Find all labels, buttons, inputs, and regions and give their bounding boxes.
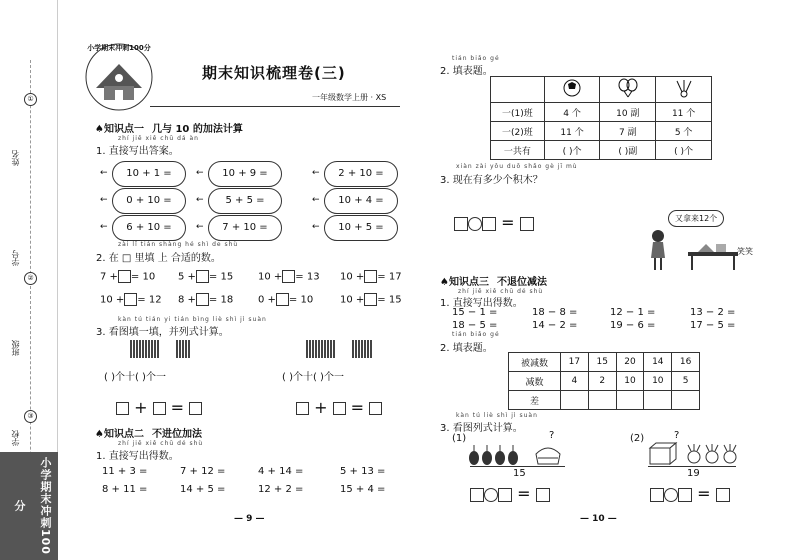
answer-box[interactable] <box>369 402 382 415</box>
answer-box[interactable] <box>196 270 209 283</box>
question-3-text: 3. 看图填一填，并列式计算。 <box>96 327 229 338</box>
answer-box[interactable] <box>116 402 129 415</box>
table-row: 一(1)班 4 个 10 副 11 个 <box>491 103 712 122</box>
pinyin: tián biǎo gé <box>452 331 500 338</box>
cloud-exercise: 10 + 5 = <box>324 215 398 241</box>
supplies-table <box>490 76 712 160</box>
page-number: — 10 — <box>580 514 617 524</box>
fill-exercise: 5 + = 15 <box>178 271 234 283</box>
place-value-fill: ( )个十( )个一 <box>282 372 344 383</box>
answer-box[interactable] <box>364 270 377 283</box>
answer-box[interactable] <box>153 402 166 415</box>
title-rule <box>150 106 400 107</box>
school-label: 学校 <box>11 430 20 446</box>
knowledge-point-1: ♠知识点一 几与 10 的加法计算 <box>95 124 243 135</box>
table-header <box>600 77 656 103</box>
knowledge-point-3: ♠知识点三 不退位减法 <box>440 277 547 288</box>
pineapple-icon <box>468 442 568 466</box>
cloud-exercise: 10 + 1 = <box>112 161 186 187</box>
exercise: 18 − 5 = <box>452 320 498 331</box>
cloud-exercise: 2 + 10 = <box>324 161 398 187</box>
fill-exercise: 8 + = 18 <box>178 294 234 306</box>
sticks-picture-2 <box>306 340 373 362</box>
total-label: 19 <box>687 468 700 479</box>
answer-box[interactable] <box>276 293 289 306</box>
ball-icon <box>561 78 583 98</box>
answer-box[interactable] <box>520 217 534 231</box>
sticks-picture-1 <box>130 340 191 362</box>
exercise: 14 − 2 = <box>532 320 578 331</box>
cloud-exercise: 7 + 10 = <box>208 215 282 241</box>
fill-exercise: 10 + = 13 <box>258 271 320 283</box>
logo-text: 小学期末冲刺100分 <box>87 44 151 52</box>
cloud-exercise: 10 + 9 = <box>208 161 282 187</box>
equation-boxes: + = <box>296 398 382 417</box>
pinyin: zhí jiē xiě chū dé shù <box>118 440 204 447</box>
answer-box[interactable] <box>189 402 202 415</box>
pinyin: tián biǎo gé <box>452 55 500 62</box>
operator-circle[interactable] <box>468 217 482 231</box>
answer-box[interactable] <box>296 402 309 415</box>
grade-subtitle: 一年级数学上册 · XS <box>312 93 387 102</box>
question-4-text: 1. 直接写出得数。 <box>96 451 179 462</box>
cake-box-icon <box>646 440 738 466</box>
answer-box[interactable] <box>650 488 664 502</box>
brace-line <box>648 466 736 467</box>
table-row: 减数 4 2 10 10 5 <box>509 372 700 391</box>
table-row: 一(2)班 11 个 7 副 5 个 <box>491 122 712 141</box>
exercise: 15 + 4 = <box>340 484 386 495</box>
binding-hole: ② <box>24 272 37 285</box>
series-banner: 小学期末冲刺100分 <box>0 452 58 560</box>
question-1-text: 1. 直接写出答案。 <box>96 146 179 157</box>
answer-equation: = <box>650 484 730 503</box>
exercise: 4 + 14 = <box>258 466 304 477</box>
question-text: 3. 看图列式计算。 <box>440 423 523 434</box>
knowledge-point-2: ♠知识点二 不进位加法 <box>95 429 202 440</box>
fill-exercise: 10 + = 12 <box>100 294 162 306</box>
subtraction-table <box>508 352 700 410</box>
answer-box[interactable] <box>118 270 131 283</box>
table-row: 被减数 17 15 20 14 16 <box>509 353 700 372</box>
exercise: 5 + 13 = <box>340 466 386 477</box>
exercise: 11 + 3 = <box>102 466 148 477</box>
exercise: 8 + 11 = <box>102 484 148 495</box>
cloud-exercise: 10 + 4 = <box>324 188 398 214</box>
fill-exercise: 7 + = 10 <box>100 271 156 283</box>
exercise: 17 − 5 = <box>690 320 736 331</box>
pinyin: zhí jiē xiě chū dé shù <box>458 288 544 295</box>
answer-box[interactable] <box>124 293 137 306</box>
answer-box[interactable] <box>470 488 484 502</box>
exercise: 15 − 1 = <box>452 307 498 318</box>
fill-exercise: 10 + = 17 <box>340 271 402 283</box>
problem-2-label: (2) <box>630 433 645 444</box>
number-label: 学号 <box>11 250 20 266</box>
answer-box[interactable] <box>482 217 496 231</box>
question-2-text: 2. 在 □ 里填 上 合适的数。 <box>96 253 221 264</box>
answer-equation: = <box>470 484 550 503</box>
binding-hole: ① <box>24 93 37 106</box>
operator-circle[interactable] <box>484 488 498 502</box>
fill-exercise: 10 + = 15 <box>340 294 402 306</box>
pinyin: kàn tú tián yi tián bìng liè shì jì suàn <box>118 316 267 323</box>
answer-box[interactable] <box>364 293 377 306</box>
table-row: 一共有 ( )个 ( )副 ( )个 <box>491 141 712 160</box>
girl-picture <box>648 228 748 278</box>
cloud-exercise: 0 + 10 = <box>112 188 186 214</box>
answer-box[interactable] <box>196 293 209 306</box>
exercise: 12 + 2 = <box>258 484 304 495</box>
page-title: 期末知识梳理卷(三) <box>202 64 346 82</box>
place-value-fill: ( )个十( )个一 <box>104 372 166 383</box>
name-label: 姓名 <box>11 150 20 166</box>
unknown-mark: ? <box>549 430 555 441</box>
cloud-exercise: 6 + 10 = <box>112 215 186 241</box>
question-text: 3. 现在有多少个积木？ <box>440 175 543 186</box>
racket-icon <box>616 78 640 98</box>
answer-box[interactable] <box>678 488 692 502</box>
speech-bubble: 又拿来12个 <box>668 210 724 227</box>
answer-box[interactable] <box>716 488 730 502</box>
table-header <box>656 77 712 103</box>
exercise: 12 − 1 = <box>610 307 656 318</box>
answer-box[interactable] <box>333 402 346 415</box>
answer-box[interactable] <box>454 217 468 231</box>
pinyin: xiàn zài yǒu duō shǎo gè jī mù <box>456 163 578 170</box>
pinyin: kàn tú liè shì jì suàn <box>456 412 538 419</box>
question-text: 2. 填表题。 <box>440 343 493 354</box>
exercise: 7 + 12 = <box>180 466 226 477</box>
brace-line <box>470 466 565 467</box>
page-number: — 9 — <box>234 514 265 524</box>
cloud-exercise: 5 + 5 = <box>208 188 282 214</box>
operator-circle[interactable] <box>664 488 678 502</box>
question-text: 1. 直接写出得数。 <box>440 298 523 309</box>
shuttlecock-icon <box>673 78 695 98</box>
pinyin: zhí jiē xiě chū dá àn <box>118 135 199 142</box>
exercise: 14 + 5 = <box>180 484 226 495</box>
answer-equation: = <box>454 213 534 232</box>
exercise: 19 − 6 = <box>610 320 656 331</box>
table-header <box>544 77 600 103</box>
girl-with-blocks-icon <box>648 228 748 274</box>
binding-strip <box>0 0 58 560</box>
answer-box[interactable] <box>282 270 295 283</box>
answer-box[interactable] <box>498 488 512 502</box>
total-label: 15 <box>513 468 526 479</box>
unknown-mark: ? <box>674 430 680 441</box>
exercise: 18 − 8 = <box>532 307 578 318</box>
problem-1-label: (1) <box>452 433 467 444</box>
series-logo <box>82 40 156 114</box>
binding-hole: ③ <box>24 410 37 423</box>
table-row: 差 <box>509 391 700 410</box>
girl-name: 笑笑 <box>737 247 753 256</box>
equation-boxes: + = <box>116 398 202 417</box>
question-text: 2. 填表题。 <box>440 66 493 77</box>
fill-exercise: 0 + = 10 <box>258 294 314 306</box>
exercise: 13 − 2 = <box>690 307 736 318</box>
class-label: 班级 <box>11 340 20 356</box>
answer-box[interactable] <box>536 488 550 502</box>
pinyin: zài lǐ tián shàng hé shì de shù <box>118 241 239 248</box>
